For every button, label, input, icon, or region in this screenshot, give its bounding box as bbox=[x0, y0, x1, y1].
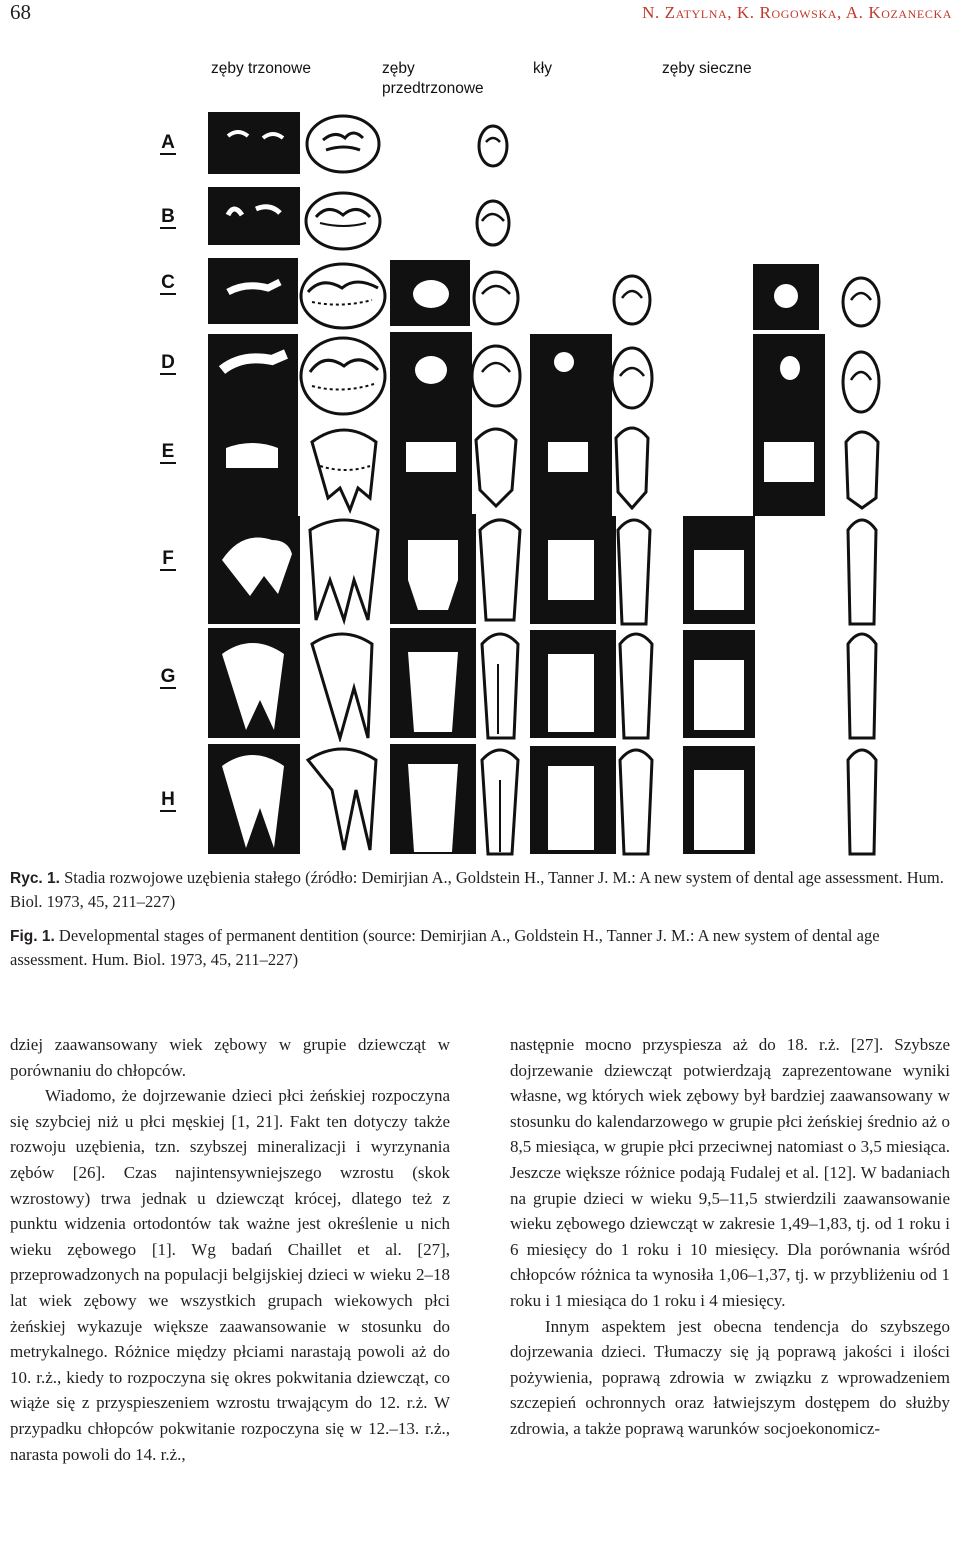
paragraph: Wiadomo, że dojrzewanie dzieci płci żeńskiej rozpoczyna się szybciej niż u płci męskiej [1, 21]. Fakt ten dotyczy także rozwoju uzębienia, tzn. szybszej mineralizacji i wyrzynania zębów [26]. Czas najintensywniejszego wzrostu (skok wzrostowy) trwa jednak u dziewcząt krócej, dlatego też z punktu widzenia ortodontów tak ważne jest określenie u nich wieku zębowego [1]. Wg badań Chaillet et al. [27], przeprowadzonych na populacji belgijskiej dzieci w wieku 2–18 lat wiek zębowy we wszystkich grupach wiekowych płci żeńskiej wykazuje większe zaawansowanie w stosunku do metrykalnego. Różnice między płciami narastają powoli aż do 10. r.ż., kiedy to rozpoczyna się okres pokwitania dziewcząt, co wiąże się z przyspieszeniem wzrostu trwającym do 12. r.ż. W przypadku chłopców pokwitanie rozpoczyna się w 12.–13. r.ż., narasta powoli do 14. r.ż., bbox=[10, 1086, 450, 1464]
stage-label-b: B bbox=[161, 206, 175, 227]
stage-label-h: H bbox=[161, 789, 175, 810]
column-label-canines: kły bbox=[533, 60, 552, 77]
stage-e-illustration bbox=[208, 412, 898, 524]
stage-f-illustration bbox=[208, 510, 898, 630]
stage-label-g: G bbox=[160, 666, 176, 687]
running-head: N. Zatylna, K. Rogowska, A. Kozanecka bbox=[642, 3, 952, 22]
stage-a-illustration bbox=[208, 112, 528, 180]
caption-pl-text: Stadia rozwojowe uzębienia stałego (źródło: Demirjian A., Goldstein H., Tanner J. M.: A new system of dental age assessment. Hum. Biol. 1973, 45, 211–227) bbox=[10, 868, 944, 911]
stage-b-illustration bbox=[208, 187, 528, 255]
stage-d-illustration bbox=[208, 328, 898, 424]
caption-en-label: Fig. 1. bbox=[10, 928, 55, 945]
figure-caption-polish bbox=[10, 866, 952, 913]
page-number: 68 bbox=[10, 0, 31, 24]
paragraph: następnie mocno przyspiesza aż do 18. r.ż. [27]. Szybsze dojrzewanie dziewcząt potwierdzają zaprezentowane wyniki własne, wg których wiek zębowy był bardziej zaawansowany w stosunku do kalendarzowego w grupie płci żeńskiej średnio aż o 8,5 miesiąca, w grupie płci przeciwnej natomiast o 3,5 miesiąca. Jeszcze większe różnice podają Fudalej et al. [12]. W badaniach na grupie dzieci w wieku 9,5–11,5 stwierdzili zaawansowanie wieku zębowego dziewcząt w zakresie 1,49–1,83, tj. od 1 roku i 6 miesięcy do 1 roku i 10 miesięcy. Dla porównania wśród chłopców różnica ta wynosiła 1,06–1,37, tj. w przybliżeniu od 1 roku i 1 miesiąca do 1 roku i 4 miesięcy. bbox=[510, 1035, 950, 1310]
paragraph: dziej zaawansowany wiek zębowy w grupie dziewcząt w porównaniu do chłopców. bbox=[10, 1035, 450, 1080]
stage-label-d: D bbox=[161, 352, 175, 373]
stage-label-a: A bbox=[161, 132, 175, 153]
column-label-molars: zęby trzonowe bbox=[211, 60, 311, 77]
caption-en-text: Developmental stages of permanent dentition (source: Demirjian A., Goldstein H., Tanner J. M.: A new system of dental age assessment. Hum. Biol. 1973, 45, 211–227) bbox=[10, 926, 880, 969]
body-column-right bbox=[510, 1032, 950, 1442]
body-column-left bbox=[10, 1032, 450, 1467]
paragraph: Innym aspektem jest obecna tendencja do szybszego dojrzewania dzieci. Tłumaczy się ją poprawą jakości i ilości pożywienia, poprawą zdrowia w związku z wprowadzeniem szczepień ochronnych oraz łatwiejszym dostępem do służby zdrowia, a także poprawą warunków socjoekonomicz- bbox=[510, 1316, 950, 1438]
column-label-premolars: zęby przedtrzonowe bbox=[382, 60, 484, 97]
stage-label-c: C bbox=[161, 272, 175, 293]
stage-label-f: F bbox=[160, 549, 176, 571]
stage-label-e: E bbox=[161, 441, 175, 462]
caption-pl-label: Ryc. 1. bbox=[10, 870, 60, 887]
figure-caption-english bbox=[10, 924, 952, 971]
stage-g-illustration bbox=[208, 624, 898, 742]
stage-h-illustration bbox=[208, 740, 898, 858]
column-label-incisors: zęby sieczne bbox=[662, 60, 752, 77]
